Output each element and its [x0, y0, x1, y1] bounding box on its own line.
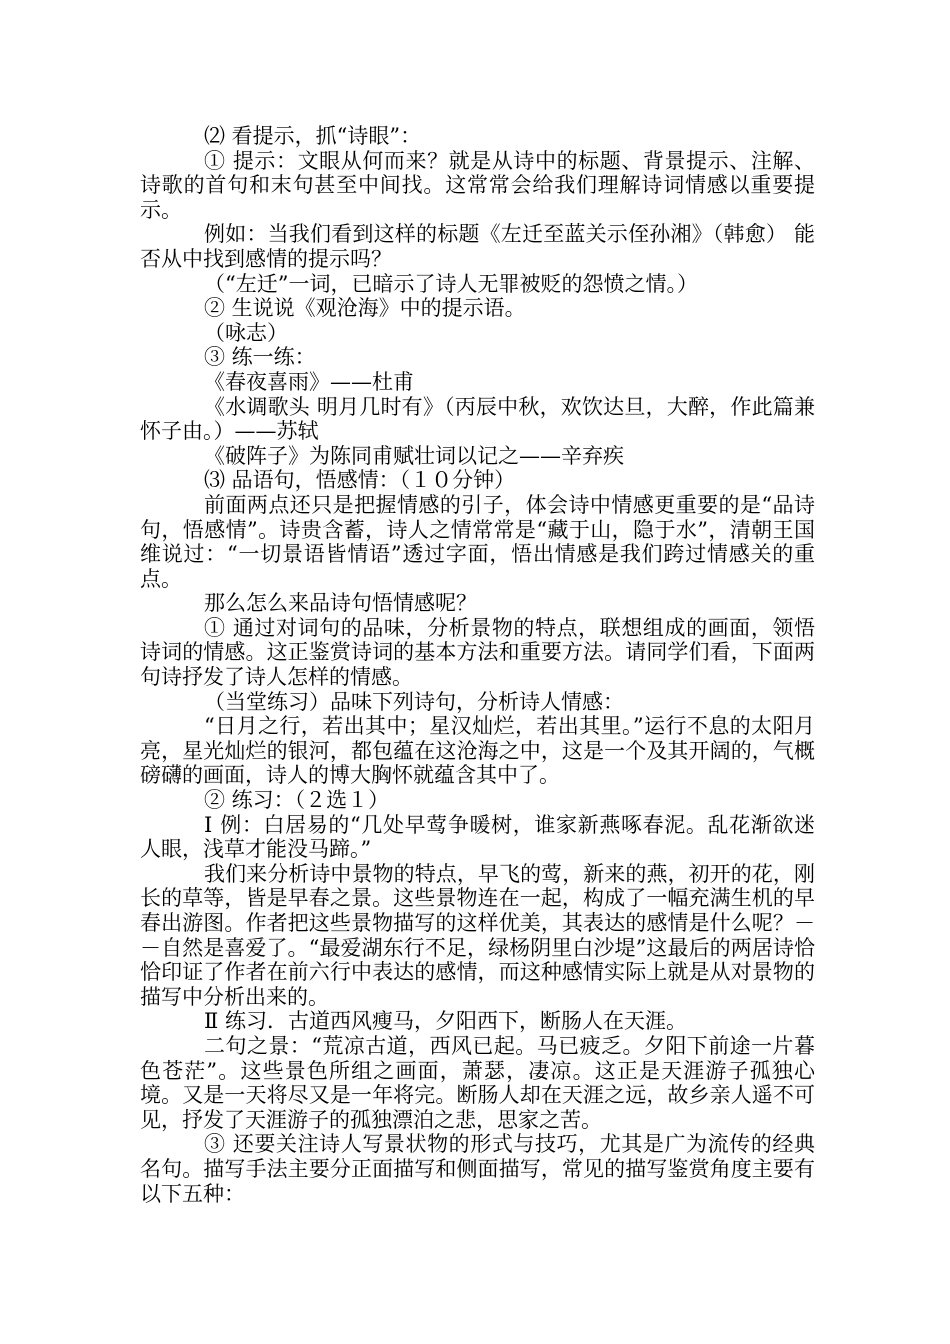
section-heading-savor-lines: ⑶ 品语句，悟感情：（１０分钟） — [204, 468, 516, 493]
paragraph-practice-ii: Ⅱ 练习．古道西风瘦马，夕阳西下，断肠人在天涯。 — [204, 1009, 687, 1034]
paragraph-student-task: ② 生说说《观沧海》中的提示语。 — [204, 296, 526, 321]
paragraph-savor-intro: 前面两点还只是把握情感的引子，体会诗中情感更重要的是“品诗句，悟感情”。诗贵含蓄，诗人之情常常是“藏于山，隐于水”，清朝王国维说过：“一切景语皆情语”透过字面，悟出情感是我们跨过情感关的重点。 — [140, 492, 815, 591]
paragraph-classroom-practice: （当堂练习）品味下列诗句，分析诗人情感： — [204, 689, 624, 714]
paragraph-savor-question: 那么怎么来品诗句悟情感呢？ — [204, 591, 477, 616]
paragraph-practice-poem-1: 《春夜喜雨》——杜甫 — [204, 369, 414, 394]
paragraph-practice-analysis: “日月之行，若出其中；星汉灿烂，若出其里。”运行不息的太阳月亮，星光灿烂的银河，都包蕴在这沧海之中，这是一个及其开阔的，气概磅礴的画面，诗人的博大胸怀就蕴含其中了。 — [140, 714, 815, 788]
section-heading-poem-eye: ⑵ 看提示，抓“诗眼”： — [204, 124, 422, 148]
paragraph-example-bai-juyi: Ⅰ 例：白居易的“几处早莺争暖树，谁家新燕啄春泥。乱花渐欲迷人眼，浅草才能没马蹄。” — [140, 812, 815, 862]
paragraph-task-answer: （咏志） — [204, 320, 288, 345]
paragraph-practice-poem-2: 《水调歌头 明月几时有》（丙辰中秋，欢饮达旦，大醉，作此篇兼怀子由。）——苏轼 — [140, 394, 815, 444]
document-body — [140, 124, 815, 1206]
paragraph-practice-heading: ③ 练一练： — [204, 345, 316, 370]
paragraph-practice-choose: ② 练习：（２选１） — [204, 788, 390, 813]
paragraph-practice-ii-analysis: 二句之景：“荒凉古道，西风已起。马已疲乏。夕阳下前途一片暮色苍茫”。这些景色所组之画面，萧瑟，凄凉。这正是天涯游子孤独心境。又是一天将尽又是一年将完。断肠人却在天涯之远，故乡亲人遥不可见，抒发了天涯游子的孤独漂泊之悲，思家之苦。 — [140, 1033, 815, 1132]
paragraph-method-1: ① 通过对词句的品味，分析景物的特点，联想组成的画面，领悟诗词的情感。这正鉴赏诗词的基本方法和重要方法。请同学们看，下面两句诗抒发了诗人怎样的情感。 — [140, 615, 815, 690]
paragraph-example-answer: （“左迁”一词，已暗示了诗人无罪被贬的怨愤之情。） — [204, 271, 698, 296]
paragraph-practice-poem-3: 《破阵子》为陈同甫赋壮词以记之——辛弃疾 — [204, 443, 624, 468]
paragraph-hint-explanation: ① 提示：文眼从何而来？就是从诗中的标题、背景提示、注解、诗歌的首句和末句甚至中间找。这常常会给我们理解诗词情感以重要提示。 — [140, 148, 815, 222]
paragraph-example-analysis: 我们来分析诗中景物的特点，早飞的莺，新来的燕，初开的花，刚长的草等，皆是早春之景。这些景物连在一起，构成了一幅充满生机的早春出游图。作者把这些景物描写的这样优美，其表达的感情是什么呢？－－自然是喜爱了。“最爱湖东行不足，绿杨阴里白沙堤”这最后的两居诗恰恰印证了作者在前六行中表达的感情，而这种感情实际上就是从对景物的描写中分析出来的。 — [140, 861, 815, 1009]
paragraph-method-3: ③ 还要关注诗人写景状物的形式与技巧，尤其是广为流传的经典名句。描写手法主要分正面描写和侧面描写，常见的描写鉴赏角度主要有以下五种： — [140, 1132, 815, 1206]
paragraph-example-title: 例如：当我们看到这样的标题《左迁至蓝关示侄孙湘》（韩愈） 能否从中找到感情的提示吗？ — [140, 222, 815, 271]
